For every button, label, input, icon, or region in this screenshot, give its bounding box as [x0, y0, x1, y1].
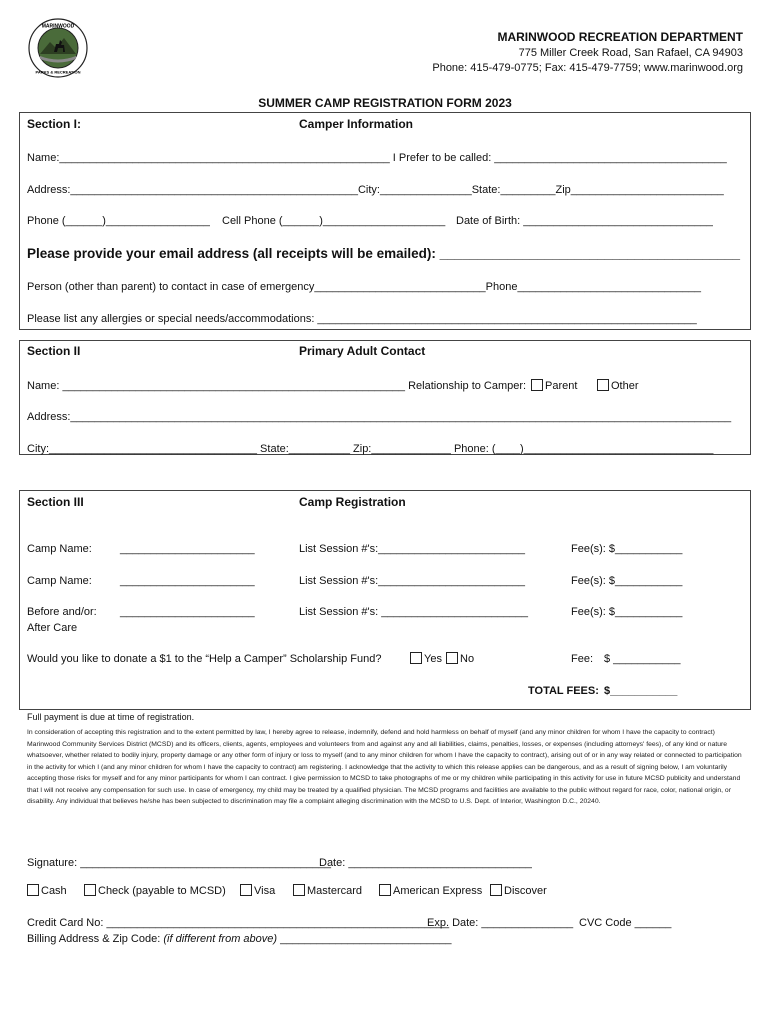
camper-phone-field[interactable]: Phone (______)_________________: [27, 215, 210, 227]
fee-field-1[interactable]: Fee(s): $___________: [571, 543, 683, 555]
donate-fee-field[interactable]: $ ___________: [604, 653, 681, 665]
donate-yes-option[interactable]: [410, 652, 442, 665]
payment-mastercard-option[interactable]: [293, 884, 362, 897]
logo-top-text: MARINWOOD: [41, 23, 75, 30]
check-label: Check (payable to MCSD): [98, 885, 226, 897]
camper-dob-field[interactable]: Date of Birth: _______________________________: [456, 215, 713, 227]
camper-name-field[interactable]: Name:______________________________________________________ I Prefer to be called: ______________________________________: [27, 152, 727, 164]
amex-label: American Express: [393, 885, 483, 897]
form-title: SUMMER CAMP REGISTRATION FORM 2023: [258, 96, 512, 110]
billing-line[interactable]: ____________________________: [280, 933, 452, 945]
check-checkbox[interactable]: [84, 884, 96, 896]
org-contact: Phone: 415-479-0775; Fax: 415-479-7759; www.marinwood.org: [432, 62, 743, 74]
camp-name-field-2[interactable]: ______________________: [120, 575, 255, 587]
payment-note: Full payment is due at time of registration.: [27, 712, 195, 722]
mastercard-label: Mastercard: [307, 885, 363, 897]
camper-cell-field[interactable]: Cell Phone (______)____________________: [222, 215, 446, 227]
other-checkbox[interactable]: [597, 379, 609, 391]
other-label: Other: [611, 380, 639, 392]
session-field-2[interactable]: List Session #'s:________________________: [299, 575, 525, 587]
payment-visa-option[interactable]: [240, 884, 275, 897]
discover-label: Discover: [504, 885, 547, 897]
parent-checkbox[interactable]: [531, 379, 543, 391]
donate-question: Would you like to donate a $1 to the “Help a Camper” Scholarship Fund?: [27, 653, 382, 665]
section-3-box: [19, 490, 751, 710]
billing-label: Billing Address & Zip Code:: [27, 933, 161, 945]
camp-name-label-1: Camp Name:: [27, 543, 92, 555]
org-name: MARINWOOD RECREATION DEPARTMENT: [497, 30, 743, 44]
cash-checkbox[interactable]: [27, 884, 39, 896]
donate-yes-label: Yes: [424, 653, 442, 665]
donate-no-label: No: [460, 653, 475, 665]
parent-label: Parent: [545, 380, 578, 392]
credit-card-field[interactable]: Credit Card No: ________________________________________________________: [27, 917, 450, 929]
org-address: 775 Miller Creek Road, San Rafael, CA 94903: [518, 47, 743, 59]
payment-discover-option[interactable]: [490, 884, 547, 897]
logo-bottom-text: PARKS & RECREATION: [35, 69, 81, 75]
signature-field[interactable]: Signature: _________________________________________: [27, 857, 332, 869]
donate-fee-label: Fee:: [571, 653, 594, 665]
section-2-title: Primary Adult Contact: [299, 344, 426, 358]
visa-label: Visa: [254, 885, 276, 897]
donate-no-option[interactable]: [446, 652, 474, 665]
release-text: In consideration of accepting this registration and to the extent permitted by law, I hereby agree to release, indemnify, defend and hold harmless on behalf of myself (and any minor children for whom I have the capacity to contract) Marinwood Community Services District (MCSD) and its officers, clients, agents, employees and volunteers from and against any and all liabilities, claims, penalties, losses, or expenses (including attorneys' fees), of any kind or nature whatsoever, whether related to bodily injury, property damage or any other form of injury or loss to myself (and to any minor children for whom I have the capacity to contract), arising out of or in any way related or connected to participation in the activity for which I (and any minor children for whom I have the capacity to contract) am registering. I acknowledge that the activity to which this release applies can be dangerous, and as a result of signing below, I am voluntarily accepting those risks for myself and for any minor participants for whom I can contract. I give permission to MCSD to take photographs of me or my children while participating in this activity for use in future MCSD publicity and understand that I will not receive any compensation for such use. In case of emergency, my child may be treated by a qualified physician. The MCSD programs and facilities are available to the public without regard for race, color, national origin, or disability. Any individual that believes he/she has been subjected to discrimination may file a complaint alleging discrimination with the MCSD to U.S. Dept. of Interior, Washington D.C., 20240.: [27, 729, 742, 805]
fee-field-2[interactable]: Fee(s): $___________: [571, 575, 683, 587]
total-fees-label: TOTAL FEES:: [528, 685, 599, 697]
date-field[interactable]: Date: ______________________________: [319, 857, 532, 869]
care-field[interactable]: ______________________: [120, 606, 255, 618]
payment-check-option[interactable]: [84, 884, 226, 897]
emergency-contact-field[interactable]: Person (other than parent) to contact in case of emergency____________________________Phone______________________________: [27, 281, 702, 293]
camp-name-field-1[interactable]: ______________________: [120, 543, 255, 555]
session-field-1[interactable]: List Session #'s:________________________: [299, 543, 525, 555]
section-1-title: Camper Information: [299, 117, 414, 131]
allergies-field[interactable]: Please list any allergies or special needs/accommodations: ______________________________________________________________: [27, 313, 697, 325]
cash-label: Cash: [41, 885, 67, 897]
billing-address-row[interactable]: [27, 933, 451, 945]
section-3-title: Camp Registration: [299, 495, 406, 509]
session-field-3[interactable]: List Session #'s: ________________________: [299, 606, 529, 618]
parent-option[interactable]: [531, 379, 577, 392]
before-after-label-2: After Care: [27, 622, 78, 634]
section-1-label: Section I:: [27, 117, 82, 131]
email-field[interactable]: Please provide your email address (all receipts will be emailed): ________________________________________: [27, 246, 740, 261]
cvc-field[interactable]: CVC Code ______: [579, 917, 672, 929]
marinwood-logo: [28, 18, 88, 78]
payment-cash-option[interactable]: [27, 884, 67, 897]
fee-field-3[interactable]: Fee(s): $___________: [571, 606, 683, 618]
adult-city-field[interactable]: City:__________________________________ State:__________ Zip:_____________ Phone: (____)_______________________________: [27, 443, 714, 455]
exp-date-field[interactable]: Exp. Date: _______________: [427, 917, 574, 929]
donate-no-checkbox[interactable]: [446, 652, 458, 664]
donate-yes-checkbox[interactable]: [410, 652, 422, 664]
adult-address-field[interactable]: Address:____________________________________________________________________________________________________________: [27, 411, 732, 423]
billing-note: (if different from above): [163, 933, 278, 945]
section-2-label: Section II: [27, 344, 81, 358]
adult-name-field[interactable]: Name: ________________________________________________________ Relationship to Camper:: [27, 380, 527, 392]
section-3-label: Section III: [27, 495, 84, 509]
camp-name-label-2: Camp Name:: [27, 575, 92, 587]
total-fees-field[interactable]: $___________: [604, 685, 678, 697]
camper-address-field[interactable]: Address:_______________________________________________City:_______________State:_________Zip_________________________: [27, 184, 724, 196]
payment-amex-option[interactable]: [379, 884, 482, 897]
visa-checkbox[interactable]: [240, 884, 252, 896]
mastercard-checkbox[interactable]: [293, 884, 305, 896]
before-after-label-1: Before and/or:: [27, 606, 97, 618]
other-option[interactable]: [597, 379, 639, 392]
amex-checkbox[interactable]: [379, 884, 391, 896]
discover-checkbox[interactable]: [490, 884, 502, 896]
